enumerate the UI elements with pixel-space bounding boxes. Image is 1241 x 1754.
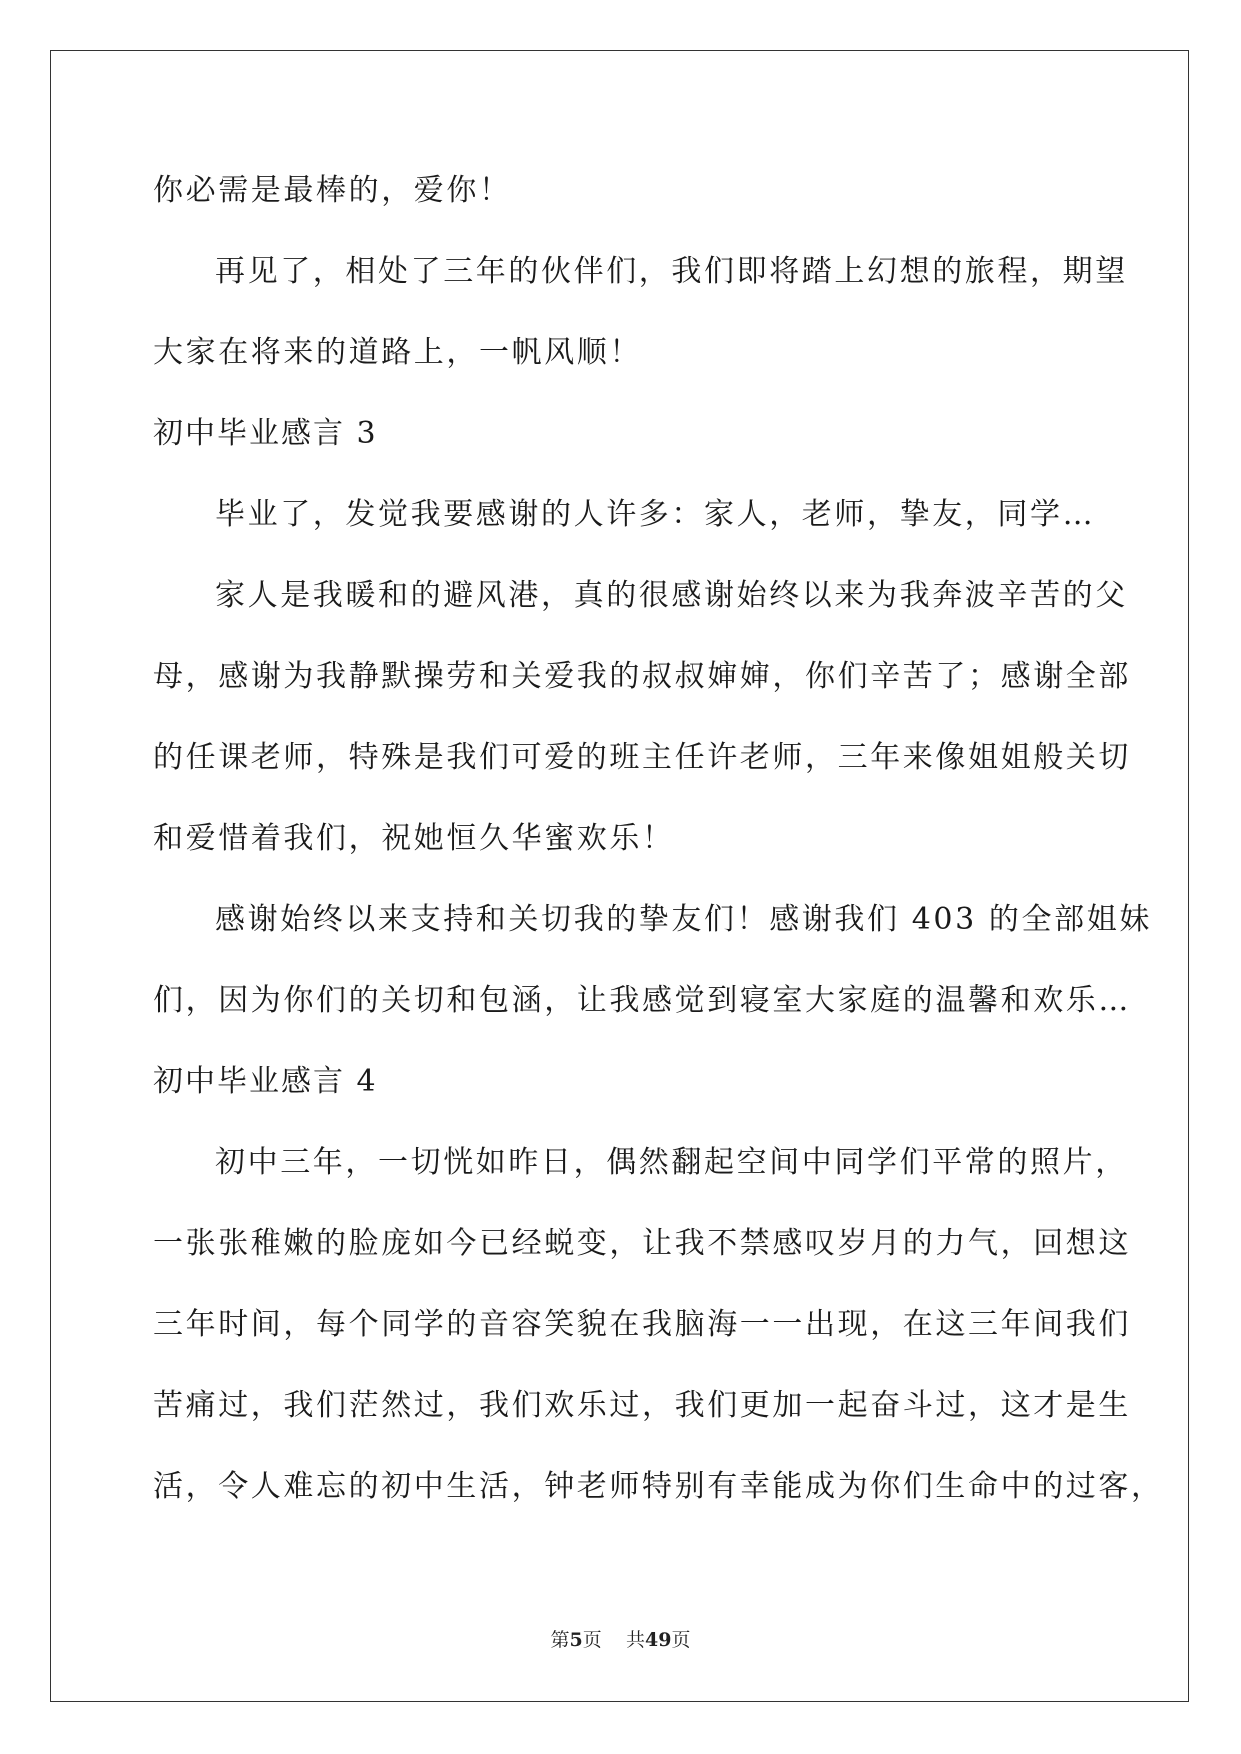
text-line-17: 活，令人难忘的初中生活，钟老师特别有幸能成为你们生命中的过客， <box>153 1469 1164 1504</box>
footer-total-prefix: 共 <box>625 1629 645 1651</box>
text-line-8: 的任课老师，特殊是我们可爱的班主任许老师，三年来像姐姐般关切 <box>153 740 1131 775</box>
text-line-1: 你必需是最棒的，爱你！ <box>153 173 512 208</box>
document-body <box>153 150 1164 1527</box>
text-line-6: 家人是我暖和的避风港，真的很感谢始终以来为我奔波辛苦的父 <box>215 578 1128 613</box>
footer-total-pages: 49 <box>644 1629 672 1651</box>
footer-prefix: 第 <box>550 1629 570 1651</box>
text-line-9: 和爱惜着我们，祝她恒久华蜜欢乐！ <box>153 821 675 856</box>
text-line-14: 一张张稚嫩的脸庞如今已经蜕变，让我不禁感叹岁月的力气，回想这 <box>153 1226 1131 1261</box>
footer-total-suffix: 页 <box>671 1629 691 1651</box>
section-heading-3: 初中毕业感言 3 <box>153 416 378 451</box>
text-line-3: 大家在将来的道路上，一帆风顺！ <box>153 335 642 370</box>
text-line-7: 母，感谢为我静默操劳和关爱我的叔叔婶婶，你们辛苦了；感谢全部 <box>153 659 1131 694</box>
text-line-10: 感谢始终以来支持和关切我的挚友们！感谢我们 403 的全部姐妹 <box>215 902 1152 937</box>
text-line-15: 三年时间，每个同学的音容笑貌在我脑海一一出现，在这三年间我们 <box>153 1307 1131 1342</box>
text-line-11: 们，因为你们的关切和包涵，让我感觉到寝室大家庭的温馨和欢乐… <box>153 983 1131 1018</box>
section-heading-4: 初中毕业感言 4 <box>153 1064 378 1099</box>
footer-page-number: 5 <box>569 1629 583 1651</box>
text-line-5: 毕业了，发觉我要感谢的人许多：家人，老师，挚友，同学… <box>215 497 1096 532</box>
page-footer <box>0 1628 1241 1652</box>
text-line-13: 初中三年，一切恍如昨日，偶然翻起空间中同学们平常的照片， <box>215 1145 1128 1180</box>
footer-page-suffix: 页 <box>582 1629 602 1651</box>
text-line-2: 再见了，相处了三年的伙伴们，我们即将踏上幻想的旅程，期望 <box>215 254 1128 289</box>
text-line-16: 苦痛过，我们茫然过，我们欢乐过，我们更加一起奋斗过，这才是生 <box>153 1388 1131 1423</box>
